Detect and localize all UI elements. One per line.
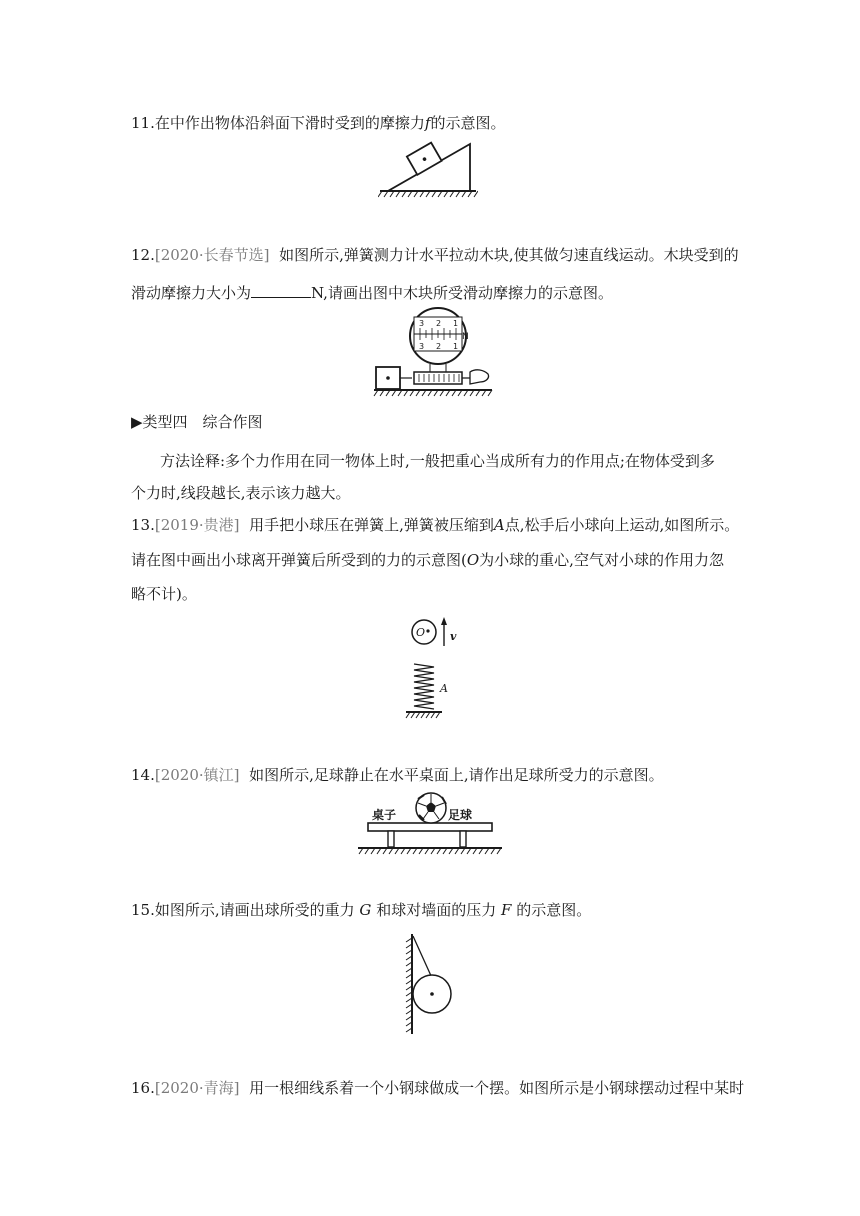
gauge-unit: N bbox=[462, 332, 469, 342]
question-12-line2 bbox=[131, 283, 613, 303]
gauge-digit-right-bottom: 1 bbox=[453, 342, 459, 351]
spring-scale-figure bbox=[372, 306, 494, 398]
question-15 bbox=[131, 900, 591, 920]
question-text: 用一根细线系着一个小钢球做成一个摆。如图所示是小钢球摆动过程中某时 bbox=[249, 1079, 745, 1097]
table bbox=[368, 823, 492, 831]
variable-f: F bbox=[500, 901, 512, 919]
question-text: N,请画出图中木块所受滑动摩擦力的示意图。 bbox=[311, 284, 613, 302]
question-16 bbox=[131, 1078, 744, 1098]
question-text: 请在图中画出小球离开弹簧后所受到的力的示意图( bbox=[131, 551, 467, 569]
table-label: 桌子 bbox=[372, 808, 397, 822]
arrow-up-icon bbox=[441, 617, 447, 625]
question-source: [2020·镇江] bbox=[154, 766, 240, 784]
gauge-digit-left-bottom: 3 bbox=[419, 342, 425, 351]
variable-f: f bbox=[424, 114, 431, 132]
ball-wall-figure bbox=[402, 930, 466, 1038]
question-11 bbox=[131, 113, 505, 133]
gauge-digit-left-top: 3 bbox=[419, 319, 425, 328]
ball-label: O bbox=[416, 626, 426, 639]
section-heading bbox=[131, 412, 263, 432]
section-marker: ▶ bbox=[131, 413, 143, 431]
question-14 bbox=[131, 765, 664, 785]
gauge-digit-mid-bottom: 2 bbox=[436, 342, 442, 351]
question-source: [2020·青海] bbox=[154, 1079, 240, 1097]
question-text-tail: 的示意图。 bbox=[430, 114, 506, 132]
question-number: 12. bbox=[131, 246, 155, 264]
gauge-digit-mid-top: 2 bbox=[436, 319, 442, 328]
question-text: 和球对墙面的压力 bbox=[376, 901, 497, 919]
incline-figure bbox=[378, 138, 478, 200]
block bbox=[407, 143, 442, 175]
question-number: 16. bbox=[131, 1079, 155, 1097]
question-text: 的示意图。 bbox=[516, 901, 592, 919]
question-number: 13. bbox=[131, 516, 155, 534]
gauge-digit-right-top: 1 bbox=[453, 319, 459, 328]
spring-ball-figure bbox=[400, 614, 464, 720]
question-text: 滑动摩擦力大小为 bbox=[131, 284, 252, 302]
question-source: [2020·长春节选] bbox=[154, 246, 270, 264]
question-text: 为小球的重心,空气对小球的作用力忽 bbox=[479, 551, 724, 569]
question-text: 在中作出物体沿斜面下滑时受到的摩擦力 bbox=[154, 114, 425, 132]
answer-blank[interactable] bbox=[251, 283, 311, 298]
velocity-label: v bbox=[450, 630, 457, 643]
question-text: 如图所示,请画出球所受的重力 bbox=[154, 901, 355, 919]
method-note-line2: 个力时,线段越长,表示该力越大。 bbox=[131, 484, 351, 502]
variable-g: G bbox=[359, 901, 372, 919]
question-text: 用手把小球压在弹簧上,弹簧被压缩到 bbox=[249, 516, 494, 534]
football-label: 足球 bbox=[448, 808, 473, 822]
football-table-figure bbox=[356, 789, 504, 857]
string bbox=[413, 936, 432, 978]
method-note-line1: 方法诠释:多个力作用在同一物体上时,一般把重心当成所有力的作用点;在物体受到多 bbox=[160, 452, 715, 470]
question-13-line1 bbox=[131, 515, 739, 535]
question-number: 14. bbox=[131, 766, 155, 784]
spring bbox=[414, 664, 434, 709]
variable-a: A bbox=[493, 516, 505, 534]
spring-scale bbox=[414, 372, 462, 384]
section-title: 类型四 综合作图 bbox=[142, 413, 263, 431]
point-a-label: A bbox=[440, 682, 448, 695]
question-text: 如图所示,足球静止在水平桌面上,请作出足球所受力的示意图。 bbox=[249, 766, 664, 784]
question-text: 点,松手后小球向上运动,如图所示。 bbox=[504, 516, 740, 534]
hand-icon bbox=[462, 370, 489, 384]
question-number: 11. bbox=[131, 114, 155, 132]
question-13-line2 bbox=[131, 550, 724, 570]
question-12-line1 bbox=[131, 245, 739, 265]
variable-o: O bbox=[466, 551, 480, 569]
question-number: 15. bbox=[131, 901, 155, 919]
question-13-line3: 略不计)。 bbox=[131, 585, 197, 603]
question-text: 如图所示,弹簧测力计水平拉动木块,使其做匀速直线运动。木块受到的 bbox=[279, 246, 739, 264]
question-source: [2019·贵港] bbox=[154, 516, 240, 534]
